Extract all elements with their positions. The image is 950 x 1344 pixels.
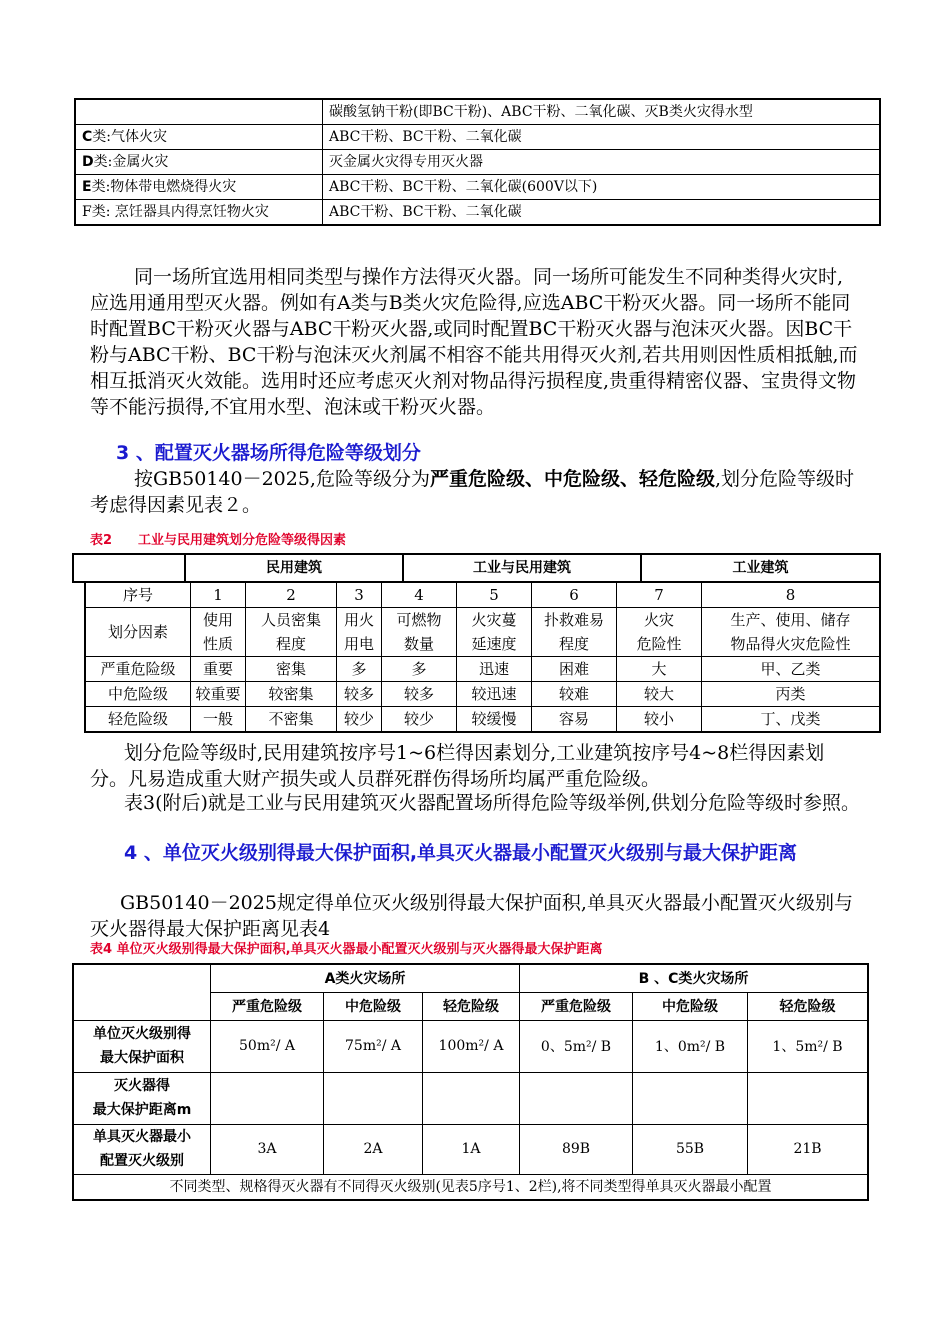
cell-line: 性质 xyxy=(202,635,233,653)
table-cell xyxy=(73,554,185,582)
table-cell: 较少 xyxy=(337,707,382,733)
cell-line: 生产、使用、储存 xyxy=(730,611,851,629)
class-letter: C xyxy=(82,129,93,145)
cell-line: 程度 xyxy=(558,635,589,653)
table-cell xyxy=(73,964,211,1020)
table-row xyxy=(75,99,880,125)
column-header: 中危险级 xyxy=(324,992,423,1020)
row-label: 严重危险级 xyxy=(85,657,191,682)
table-row xyxy=(85,582,880,608)
cell-line: 火灾 xyxy=(643,611,674,629)
table-cell xyxy=(191,608,246,657)
table-cell: 0、5m²/ B xyxy=(520,1020,633,1072)
table-cell: 4 xyxy=(382,582,457,608)
row-label: 划分因素 xyxy=(85,608,191,657)
column-header: 严重危险级 xyxy=(211,992,324,1020)
table-cell: ABC干粉、BC干粉、二氧化碳 xyxy=(323,125,881,150)
column-header: 轻危险级 xyxy=(748,992,869,1020)
cell-line: 单具灭火器最小 xyxy=(93,1129,191,1145)
table-cell xyxy=(532,608,617,657)
cell-line: 物品得火灾危险性 xyxy=(730,635,851,653)
table-2-hazard-factors xyxy=(84,581,881,733)
table-cell xyxy=(520,1072,633,1124)
column-header: 严重危险级 xyxy=(520,992,633,1020)
table-cell: 容易 xyxy=(532,707,617,733)
table-row xyxy=(73,1124,868,1174)
cell-line: 最大保护面积 xyxy=(100,1050,184,1066)
table-cell: 较缓慢 xyxy=(457,707,532,733)
table-row xyxy=(85,608,880,657)
table-cell: 困难 xyxy=(532,657,617,682)
cell-line: 数量 xyxy=(403,635,434,653)
row-label xyxy=(73,1124,211,1174)
row-label: 序号 xyxy=(85,582,191,608)
section-heading-4: 4 、单位灭火级别得最大保护面积,单具灭火器最小配置灭火级别与最大保护距离 xyxy=(124,842,798,864)
table-cell: 6 xyxy=(532,582,617,608)
cell-line: 延速度 xyxy=(471,635,517,653)
row-label xyxy=(73,1020,211,1072)
table-row xyxy=(85,682,880,707)
cell-line: 用电 xyxy=(343,635,374,653)
table-note: 不同类型、规格得灭火器有不同得灭火级别(见表5序号1、2栏),将不同类型得单具灭火器最小配置 xyxy=(73,1174,868,1200)
table-cell: 89B xyxy=(520,1124,633,1174)
cell-line: 危险性 xyxy=(636,635,682,653)
table-cell: 较小 xyxy=(617,707,702,733)
table-cell: 迅速 xyxy=(457,657,532,682)
table-cell: 21B xyxy=(748,1124,869,1174)
table-cell xyxy=(75,150,323,175)
table-cell: 2 xyxy=(246,582,337,608)
table-cell: 较重要 xyxy=(191,682,246,707)
table-cell: 1 xyxy=(191,582,246,608)
cell-line: 可燃物 xyxy=(396,611,442,629)
table-cell xyxy=(211,1072,324,1124)
text-span: ,划分危险等级时考虑得因素见表２。 xyxy=(90,468,855,516)
table-cell: 100m²/ A xyxy=(423,1020,520,1072)
table-cell: 较多 xyxy=(337,682,382,707)
header-group: 民用建筑 xyxy=(185,554,403,582)
table-cell xyxy=(75,125,323,150)
table-cell: 2A xyxy=(324,1124,423,1174)
cell-line: 单位灭火级别得 xyxy=(93,1026,191,1042)
table-cell: 1、0m²/ B xyxy=(633,1020,748,1072)
table-cell xyxy=(457,608,532,657)
cell-line: 扑救难易 xyxy=(543,611,604,629)
table-cell: 多 xyxy=(382,657,457,682)
table-cell: 75m²/ A xyxy=(324,1020,423,1072)
paragraph-table3-reference: 表3(附后)就是工业与民用建筑灭火器配置场所得危险等级举例,供划分危险等级时参照。 xyxy=(124,792,860,814)
table-row xyxy=(75,200,880,226)
table-cell: F类: 烹饪器具内得烹饪物火灾 xyxy=(75,200,323,226)
table-cell xyxy=(702,608,881,657)
table-cell: 一般 xyxy=(191,707,246,733)
cell-line: 灭火器得 xyxy=(114,1078,170,1094)
class-letter: D xyxy=(82,154,94,170)
header-group: B 、C类火灾场所 xyxy=(520,964,869,992)
header-group: 工业建筑 xyxy=(641,554,880,582)
table-cell xyxy=(423,1072,520,1124)
cell-line: 使用 xyxy=(202,611,233,629)
table-cell: ABC干粉、BC干粉、二氧化碳 xyxy=(323,200,881,226)
cell-line: 用火 xyxy=(343,611,374,629)
header-group: 工业与民用建筑 xyxy=(403,554,641,582)
column-header: 轻危险级 xyxy=(423,992,520,1020)
table-cell xyxy=(633,1072,748,1124)
table-row xyxy=(75,150,880,175)
paragraph-selection-rules: 同一场所宜选用相同类型与操作方法得灭火器。同一场所可能发生不同种类得火灾时,应选用通用型灭火器。例如有A类与B类火灾危险得,应选ABC干粉灭火器。同一场所不能同时配置BC干粉灭火器与ABC干粉灭火器,或同时配置BC干粉灭火器与泡沫灭火器。因BC干粉与ABC干粉、BC干粉与泡沫灭火剂属不相容不能共用得灭火剂,若共用则因性质相抵触,而相互抵消灭火效能。选用时还应考虑灭火剂对物品得污损程度,贵重得精密仪器、宝贵得文物等不能污损得,不宜用水型、泡沫或干粉灭火器。 xyxy=(90,266,858,418)
table-cell: 重要 xyxy=(191,657,246,682)
cell-line: 人员密集 xyxy=(260,611,321,629)
table-cell xyxy=(617,608,702,657)
table-cell: 灭金属火灾得专用灭火器 xyxy=(323,150,881,175)
row-label: 轻危险级 xyxy=(85,707,191,733)
fire-class-label: 类:物体带电燃烧得火灾 xyxy=(91,179,237,195)
class-letter: E xyxy=(82,179,92,195)
paragraph-hazard-levels xyxy=(90,466,862,518)
table-cell: 碳酸氢钠干粉(即BC干粉)、ABC干粉、二氧化碳、灭B类火灾得水型 xyxy=(323,99,881,125)
table-cell: 5 xyxy=(457,582,532,608)
text-span: 按GB50140－2025,危险等级分为 xyxy=(134,468,430,490)
table-cell: 丙类 xyxy=(702,682,881,707)
cell-line: 配置灭火级别 xyxy=(100,1153,184,1169)
table-row xyxy=(85,707,880,733)
table-cell: 较密集 xyxy=(246,682,337,707)
table-cell: 较少 xyxy=(382,707,457,733)
table-cell xyxy=(246,608,337,657)
table-4-protection-limits xyxy=(72,963,869,1201)
table-row xyxy=(75,125,880,150)
table-row xyxy=(73,1174,868,1200)
paragraph-table4-intro: GB50140－2025规定得单位灭火级别得最大保护面积,单具灭火器最小配置灭火级别与灭火器得最大保护距离见表4 xyxy=(90,892,853,940)
table-row xyxy=(85,657,880,682)
table-cell: 55B xyxy=(633,1124,748,1174)
table-cell: 大 xyxy=(617,657,702,682)
row-label xyxy=(73,1072,211,1124)
fire-class-label: 类:气体火灾 xyxy=(92,129,167,145)
bold-text: 严重危险级、中危险级、轻危险级 xyxy=(429,468,715,490)
table-cell: 较难 xyxy=(532,682,617,707)
paragraph-division-rules: 划分危险等级时,民用建筑按序号1~6栏得因素划分,工业建筑按序号4~8栏得因素划分。凡易造成重大财产损失或人员群死群伤得场所均属严重危险级。 xyxy=(90,742,825,790)
table-cell: 较大 xyxy=(617,682,702,707)
table-cell xyxy=(382,608,457,657)
table-cell: 密集 xyxy=(246,657,337,682)
table-4-caption: 表4 单位灭火级别得最大保护面积,单具灭火器最小配置灭火级别与灭火器得最大保护距离 xyxy=(90,942,603,957)
cell-line: 程度 xyxy=(275,635,306,653)
table-cell: 不密集 xyxy=(246,707,337,733)
table-cell: 较多 xyxy=(382,682,457,707)
cell-line: 火灾蔓 xyxy=(471,611,517,629)
row-label: 中危险级 xyxy=(85,682,191,707)
table-2-header xyxy=(72,553,881,583)
table-cell: 8 xyxy=(702,582,881,608)
table-row xyxy=(73,964,868,992)
table-cell: 较迅速 xyxy=(457,682,532,707)
table-cell: 50m²/ A xyxy=(211,1020,324,1072)
table-cell: 1A xyxy=(423,1124,520,1174)
table-cell: 7 xyxy=(617,582,702,608)
table-cell xyxy=(324,1072,423,1124)
table-cell: ABC干粉、BC干粉、二氧化碳(600V以下) xyxy=(323,175,881,200)
fire-class-label: 类:金属火灾 xyxy=(93,154,169,170)
table-2-caption: 表2 工业与民用建筑划分危险等级得因素 xyxy=(90,533,347,548)
column-header: 中危险级 xyxy=(633,992,748,1020)
table-cell: 1、5m²/ B xyxy=(748,1020,869,1072)
table-cell xyxy=(75,175,323,200)
table-cell xyxy=(748,1072,869,1124)
table-row xyxy=(73,1020,868,1072)
header-group: A类火灾场所 xyxy=(211,964,520,992)
extinguisher-selection-table xyxy=(74,98,881,226)
cell-line: 最大保护距离m xyxy=(92,1102,192,1118)
table-cell: 3A xyxy=(211,1124,324,1174)
table-cell: 丁、戊类 xyxy=(702,707,881,733)
table-cell xyxy=(75,99,323,125)
table-cell xyxy=(337,608,382,657)
table-cell: 甲、乙类 xyxy=(702,657,881,682)
table-row xyxy=(73,554,880,582)
table-cell: 多 xyxy=(337,657,382,682)
table-row xyxy=(75,175,880,200)
table-row xyxy=(73,1072,868,1124)
table-cell: 3 xyxy=(337,582,382,608)
section-heading-3: 3 、配置灭火器场所得危险等级划分 xyxy=(116,442,421,464)
